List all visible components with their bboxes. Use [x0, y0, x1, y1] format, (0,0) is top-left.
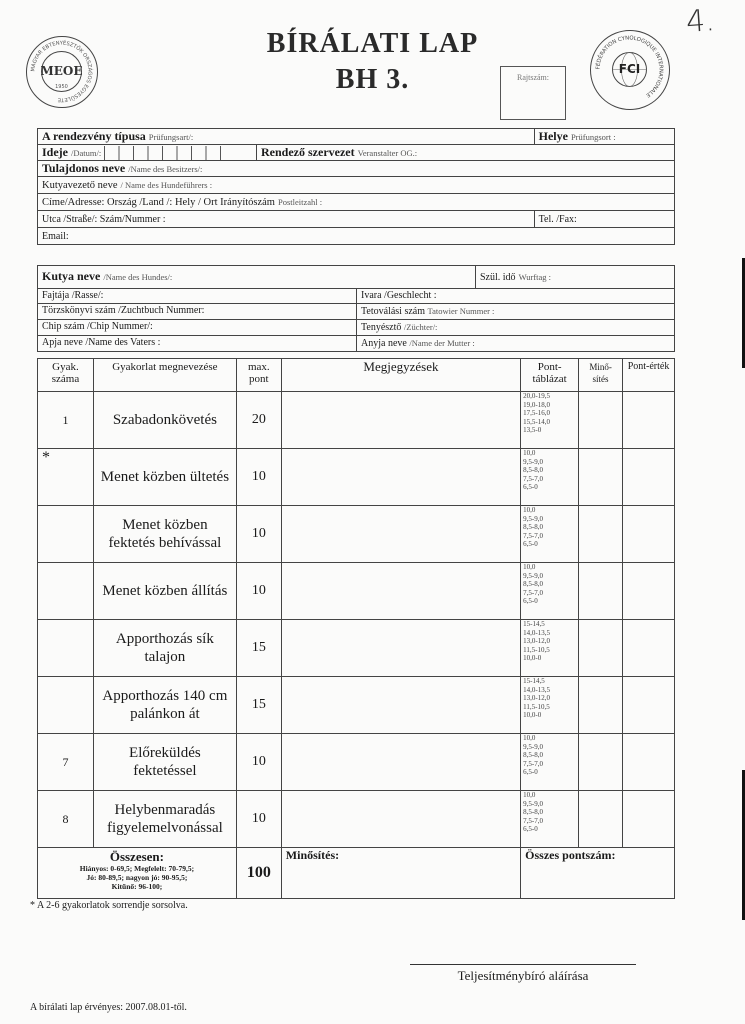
col-header-rating: Minő-sítés	[579, 359, 623, 392]
studbook-label: Törzskönyvi szám /Zuchtbuch Nummer:	[42, 305, 205, 316]
meoe-logo-text: MEOE	[40, 64, 83, 78]
date-boxes	[104, 146, 221, 160]
exercise-point-scale	[521, 791, 579, 848]
exercise-number	[38, 563, 94, 620]
breeder-label: Tenyésztő	[361, 322, 402, 333]
point-scale-item: 6,5-0	[523, 540, 538, 549]
point-scale-item: 9,5-9,0	[523, 514, 543, 523]
point-scale-item: 20,0-19,5	[523, 392, 550, 400]
address-label: Címe/Adresse: Ország /Land /: Hely / Ort Irányítószám	[42, 197, 275, 209]
exercise-rating-field[interactable]	[579, 392, 623, 449]
event-date-field[interactable]	[38, 145, 257, 161]
exercise-points-field[interactable]	[623, 677, 675, 734]
exercise-name: Menet közben ültetés	[93, 449, 236, 506]
rating-field[interactable]	[281, 848, 520, 899]
breeder-label-de: /Züchter/:	[403, 322, 438, 332]
exercise-max-points: 10	[236, 506, 281, 563]
point-scale-item: 6,5-0	[523, 597, 538, 606]
point-scale-item: 8,5-8,0	[523, 751, 543, 760]
event-place-label-de: Prüfungsort :	[570, 132, 616, 142]
chip-field[interactable]	[38, 320, 357, 336]
exercise-rating-field[interactable]	[579, 563, 623, 620]
birth-label: Szül. idő	[480, 272, 516, 283]
exercise-rating-field[interactable]	[579, 506, 623, 563]
event-type-field[interactable]	[38, 129, 535, 145]
point-scale-item: 10,0-0	[523, 654, 542, 663]
event-org-field[interactable]	[257, 145, 675, 161]
fci-logo	[590, 30, 670, 110]
col-header-num: Gyak. száma	[38, 359, 94, 392]
total-max: 100	[236, 848, 281, 899]
exercise-notes-field[interactable]	[281, 620, 520, 677]
owner-field[interactable]	[38, 161, 675, 177]
exercise-notes-field[interactable]	[281, 392, 520, 449]
exercise-number: 8	[38, 791, 94, 848]
birth-field[interactable]	[476, 266, 675, 289]
point-scale-item: 6,5-0	[523, 768, 538, 777]
col-header-name: Gyakorlat megnevezése	[93, 359, 236, 392]
point-scale-item: 13,5-0	[523, 426, 542, 435]
footnote: * A 2-6 gyakorlatok sorrendje sorsolva.	[30, 900, 188, 911]
point-scale-item: 9,5-9,0	[523, 799, 543, 808]
phone-field[interactable]	[534, 211, 674, 228]
sire-label: Apja neve /Name des Vaters :	[42, 337, 161, 348]
tattoo-label: Tetoválási szám	[361, 306, 425, 317]
breed-field[interactable]	[38, 289, 357, 304]
exercise-number	[38, 506, 94, 563]
dam-field[interactable]	[357, 336, 675, 352]
breeder-field[interactable]	[357, 320, 675, 336]
exercise-row	[38, 620, 675, 677]
exercise-max-points: 10	[236, 449, 281, 506]
handler-label: Kutyavezető neve	[42, 180, 118, 192]
sex-field[interactable]	[357, 289, 675, 304]
exercise-points-field[interactable]	[623, 620, 675, 677]
email-field[interactable]	[38, 228, 675, 245]
rajtszam-label: Rajtszám:	[517, 73, 549, 82]
point-scale-item: 14,0-13,5	[523, 628, 550, 637]
point-scale-item: 10,0	[523, 734, 536, 742]
point-scale-item: 10,0	[523, 791, 536, 799]
exercise-point-scale	[521, 677, 579, 734]
event-place-field[interactable]	[534, 129, 674, 145]
point-scale-item: 11,5-10,5	[523, 702, 550, 711]
exercise-notes-field[interactable]	[281, 677, 520, 734]
email-label: Email:	[42, 231, 69, 243]
point-scale-item: 7,5-7,0	[523, 759, 543, 768]
exercise-points-field[interactable]	[623, 392, 675, 449]
meoe-ring-text: MAGYAR EBTENYÉSZTŐK ORSZÁGOS EGYESÜLETE	[30, 40, 93, 103]
fci-seal-graphic	[591, 31, 668, 108]
event-date-label: Ideje	[42, 145, 68, 159]
point-scale-item: 14,0-13,5	[523, 685, 550, 694]
breed-label: Fajtája /Rasse/:	[42, 290, 104, 301]
ratings-line-3: Kitűnő: 96-100;	[111, 882, 163, 891]
handler-field[interactable]	[38, 177, 675, 194]
exercise-rating-field[interactable]	[579, 734, 623, 791]
exercise-notes-field[interactable]	[281, 563, 520, 620]
exercise-point-scale	[521, 449, 579, 506]
exercise-number	[38, 677, 94, 734]
fci-ring-text: FÉDÉRATION CYNOLOGIQUE INTERNATIONALE	[595, 35, 664, 98]
page-title: BÍRÁLATI LAP	[266, 28, 479, 59]
exercise-max-points: 10	[236, 734, 281, 791]
point-scale-item: 10,0-0	[523, 711, 542, 720]
col-header-points: Pont-érték	[623, 359, 675, 392]
exercise-row	[38, 677, 675, 734]
exercise-number: 7	[38, 734, 94, 791]
point-scale-item: 8,5-8,0	[523, 523, 543, 532]
point-scale-item: 7,5-7,0	[523, 531, 543, 540]
exercise-points-field[interactable]	[623, 734, 675, 791]
chip-label: Chip szám /Chip Nummer/:	[42, 321, 153, 332]
point-scale-item: 13,0-12,0	[523, 637, 550, 646]
event-info-table	[37, 128, 675, 245]
exercise-rating-field[interactable]	[579, 449, 623, 506]
tattoo-field[interactable]	[357, 304, 675, 320]
exercise-points-field[interactable]	[623, 449, 675, 506]
signature-label: Teljesítménybíró aláírása	[457, 968, 589, 983]
handwritten-number: 4.	[684, 3, 716, 40]
exercise-max-points: 10	[236, 563, 281, 620]
owner-label: Tulajdonos neve	[42, 161, 126, 176]
exercise-notes-field[interactable]	[281, 791, 520, 848]
point-scale-item: 9,5-9,0	[523, 742, 543, 751]
exercise-point-scale	[521, 620, 579, 677]
exercise-row	[38, 449, 675, 506]
event-type-label-de: Prüfungsart/:	[148, 132, 194, 142]
exercise-notes-field[interactable]	[281, 734, 520, 791]
handler-label-de: / Name des Hundeführers :	[120, 180, 213, 191]
exercise-number: 1	[38, 392, 94, 449]
point-scale-item: 7,5-7,0	[523, 588, 543, 597]
exercise-name: Helybenmaradás figyelemelvonással	[93, 791, 236, 848]
point-scale-item: 15-14,5	[523, 620, 545, 628]
dog-name-label: Kutya neve	[42, 269, 101, 283]
exercise-name: Menet közben állítás	[93, 563, 236, 620]
point-scale-item: 8,5-8,0	[523, 580, 543, 589]
point-scale-item: 9,5-9,0	[523, 571, 543, 580]
signature-line[interactable]	[410, 964, 636, 965]
point-scale-item: 7,5-7,0	[523, 816, 543, 825]
exercise-name: Apporthozás sík talajon	[93, 620, 236, 677]
total-label: Összesen:	[109, 849, 164, 864]
exercise-max-points: 15	[236, 677, 281, 734]
point-scale-item: 15-14,5	[523, 677, 545, 685]
score-table	[37, 358, 675, 899]
exercise-row	[38, 506, 675, 563]
tattoo-label-de: Tatowier Nummer :	[427, 306, 495, 316]
exercise-point-scale	[521, 506, 579, 563]
exercise-number: *	[38, 449, 94, 506]
exercise-row	[38, 392, 675, 449]
event-org-label: Rendező szervezet	[261, 145, 355, 159]
dam-label-de: /Name der Mutter :	[409, 338, 475, 348]
total-points-label: Összes pontszám:	[525, 848, 616, 862]
exercise-point-scale	[521, 734, 579, 791]
total-points-field[interactable]	[521, 848, 675, 899]
exercise-point-scale	[521, 392, 579, 449]
exercise-rating-field[interactable]	[579, 791, 623, 848]
exercise-points-field[interactable]	[623, 791, 675, 848]
exercise-notes-field[interactable]	[281, 449, 520, 506]
point-scale-item: 6,5-0	[523, 825, 538, 834]
exercise-name: Apporthozás 140 cm palánkon át	[93, 677, 236, 734]
street-field[interactable]	[38, 211, 535, 228]
point-scale-item: 9,5-9,0	[523, 457, 543, 466]
exercise-rating-field[interactable]	[579, 677, 623, 734]
exercise-rating-field[interactable]	[579, 620, 623, 677]
ratings-line-1: Hiányos: 0-69,5; Megfelelt: 70-79,5;	[79, 864, 195, 873]
phone-label: Tel. /Fax:	[538, 214, 577, 226]
event-type-label: A rendezvény típusa	[42, 129, 146, 143]
score-table-header	[38, 359, 675, 392]
col-header-notes: Megjegyzések	[281, 359, 520, 392]
point-scale-item: 11,5-10,5	[523, 645, 550, 654]
page-subtitle: BH 3.	[335, 64, 410, 95]
col-header-scale: Pont-táblázat	[521, 359, 579, 392]
address-label-de: Postleitzahl :	[277, 197, 323, 208]
fci-logo-text: FCI	[618, 62, 641, 76]
validity-note: A bírálati lap érvényes: 2007.08.01-től.	[30, 1002, 187, 1013]
street-label: Utca /Straße/: Szám/Nummer :	[42, 214, 166, 226]
exercise-row	[38, 734, 675, 791]
event-org-label-de: Veranstalter OG.:	[357, 148, 418, 158]
meoe-logo-year: 1950	[55, 84, 68, 90]
owner-label-de: /Name des Besitzers/:	[128, 164, 203, 175]
exercise-name: Szabadonkövetés	[93, 392, 236, 449]
point-scale-item: 17,5-16,0	[523, 409, 550, 418]
rajtszam-box[interactable]	[500, 66, 566, 120]
event-place-label: Helye	[538, 129, 568, 143]
point-scale-item: 8,5-8,0	[523, 808, 543, 817]
exercise-max-points: 10	[236, 791, 281, 848]
point-scale-item: 10,0	[523, 563, 536, 571]
ratings-line-2: Jó: 80-89,5; nagyon jó: 90-95,5;	[86, 873, 188, 882]
point-scale-item: 15,5-14,0	[523, 417, 550, 426]
dog-name-label-de: /Name des Hundes/:	[103, 272, 173, 282]
exercise-points-field[interactable]	[623, 506, 675, 563]
point-scale-item: 13,0-12,0	[523, 694, 550, 703]
point-scale-item: 7,5-7,0	[523, 474, 543, 483]
sex-label: Ivara /Geschlecht :	[361, 290, 437, 301]
rating-label: Minősítés:	[285, 848, 340, 862]
sire-field[interactable]	[38, 336, 357, 352]
dog-info-table	[37, 265, 675, 352]
point-scale-item: 8,5-8,0	[523, 466, 543, 475]
point-scale-item: 6,5-0	[523, 483, 538, 492]
event-date-label-de: /Datum/:	[71, 148, 102, 158]
point-scale-item: 10,0	[523, 449, 536, 457]
exercise-name: Előreküldés fektetéssel	[93, 734, 236, 791]
col-header-max: max. pont	[236, 359, 281, 392]
dam-label: Anyja neve	[361, 338, 407, 349]
birth-label-de: Wurftag :	[518, 272, 552, 282]
exercise-max-points: 20	[236, 392, 281, 449]
exercise-points-field[interactable]	[623, 563, 675, 620]
exercise-number	[38, 620, 94, 677]
point-scale-item: 10,0	[523, 506, 536, 514]
exercise-name: Menet közben fektetés behívással	[93, 506, 236, 563]
studbook-field[interactable]	[38, 304, 357, 320]
exercise-point-scale	[521, 563, 579, 620]
exercise-row	[38, 791, 675, 848]
address-field[interactable]	[38, 194, 675, 211]
dog-name-field[interactable]	[38, 266, 476, 289]
exercise-max-points: 15	[236, 620, 281, 677]
point-scale-item: 19,0-18,0	[523, 400, 550, 409]
exercise-notes-field[interactable]	[281, 506, 520, 563]
total-row	[38, 848, 675, 899]
exercise-row	[38, 563, 675, 620]
